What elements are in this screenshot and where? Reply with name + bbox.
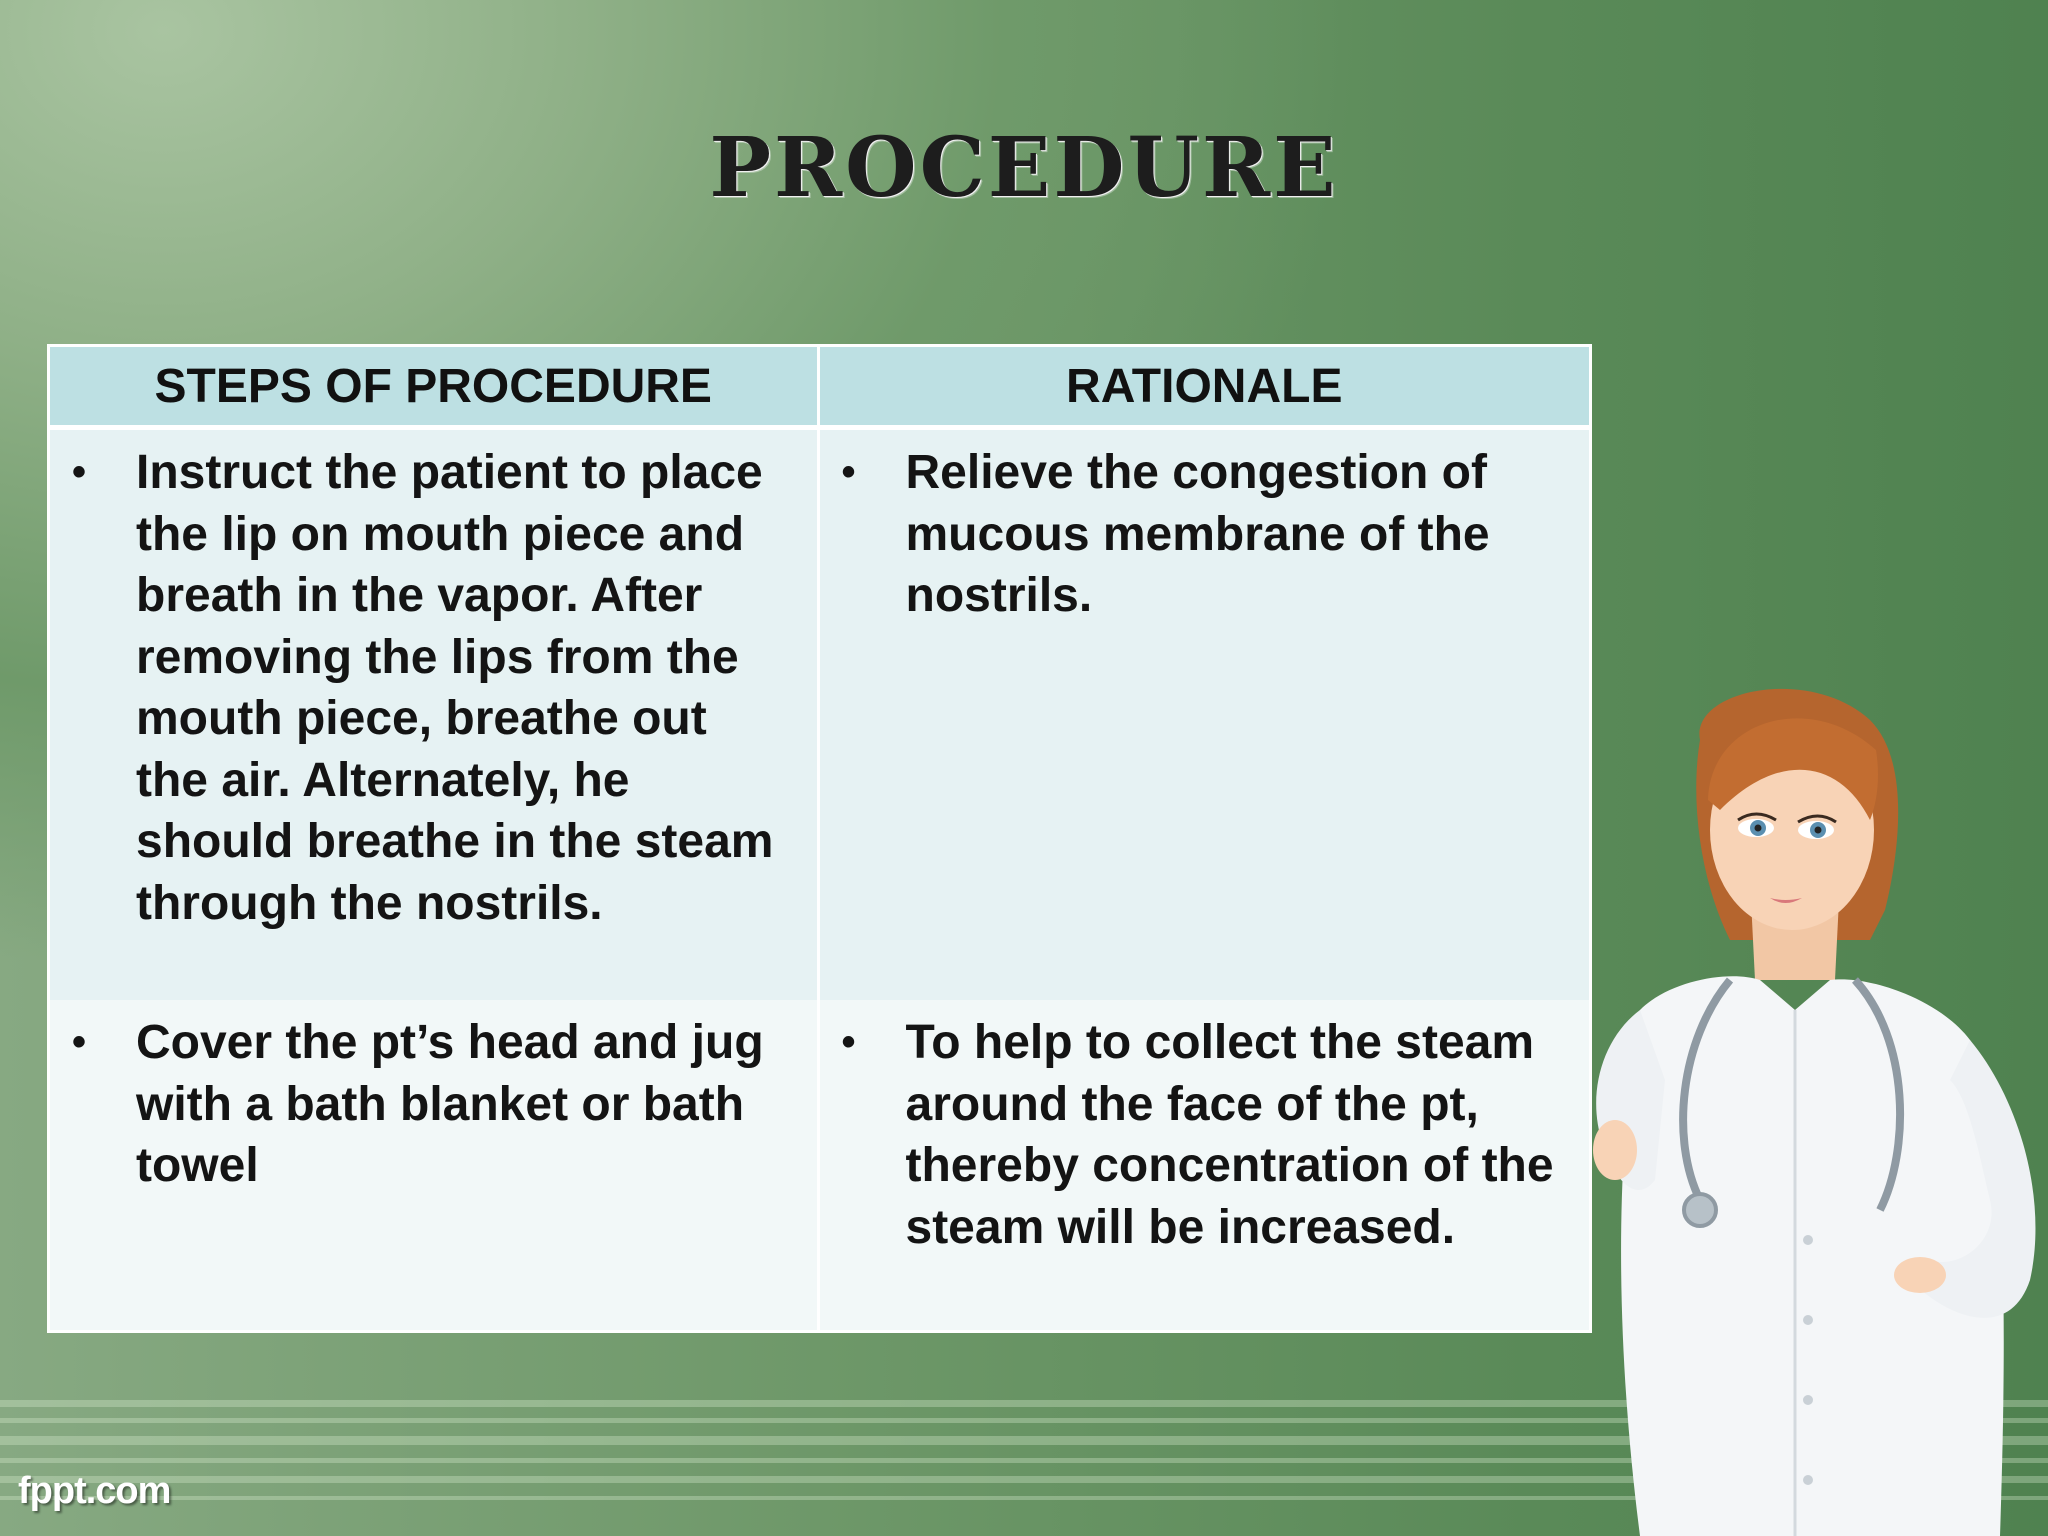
slide-title: PROCEDURE: [709, 120, 1339, 216]
nurse-illustration: [1580, 680, 2048, 1536]
table-cell-rationale: [818, 1000, 1589, 1330]
table-cell-rationale: [818, 428, 1589, 1001]
bullet-icon: •: [841, 450, 856, 494]
bullet-icon: •: [72, 1020, 87, 1064]
table-row: [50, 428, 1589, 1001]
watermark-logo: fppt.com: [18, 1470, 171, 1512]
table-cell-step: [50, 1000, 818, 1330]
header-steps: STEPS OF PROCEDURE: [50, 347, 818, 428]
step-text: Cover the pt’s head and jug with a bath blanket or bath towel: [136, 1016, 764, 1192]
procedure-table: [50, 347, 1589, 1330]
rationale-text: To help to collect the steam around the face of the pt, thereby concentration of the steam will be increased.: [905, 1016, 1554, 1254]
header-rationale: RATIONALE: [818, 347, 1589, 428]
bullet-icon: •: [841, 1020, 856, 1064]
bullet-icon: •: [72, 450, 87, 494]
step-text: Instruct the patient to place the lip on mouth piece and breath in the vapor. After removing the lips from the mouth piece, breathe out the air. Alternately, he should breathe in the steam through the nostrils.: [136, 446, 774, 930]
table-cell-step: [50, 428, 818, 1001]
table-row: [50, 1000, 1589, 1330]
rationale-text: Relieve the congestion of mucous membrane of the nostrils.: [905, 446, 1490, 622]
